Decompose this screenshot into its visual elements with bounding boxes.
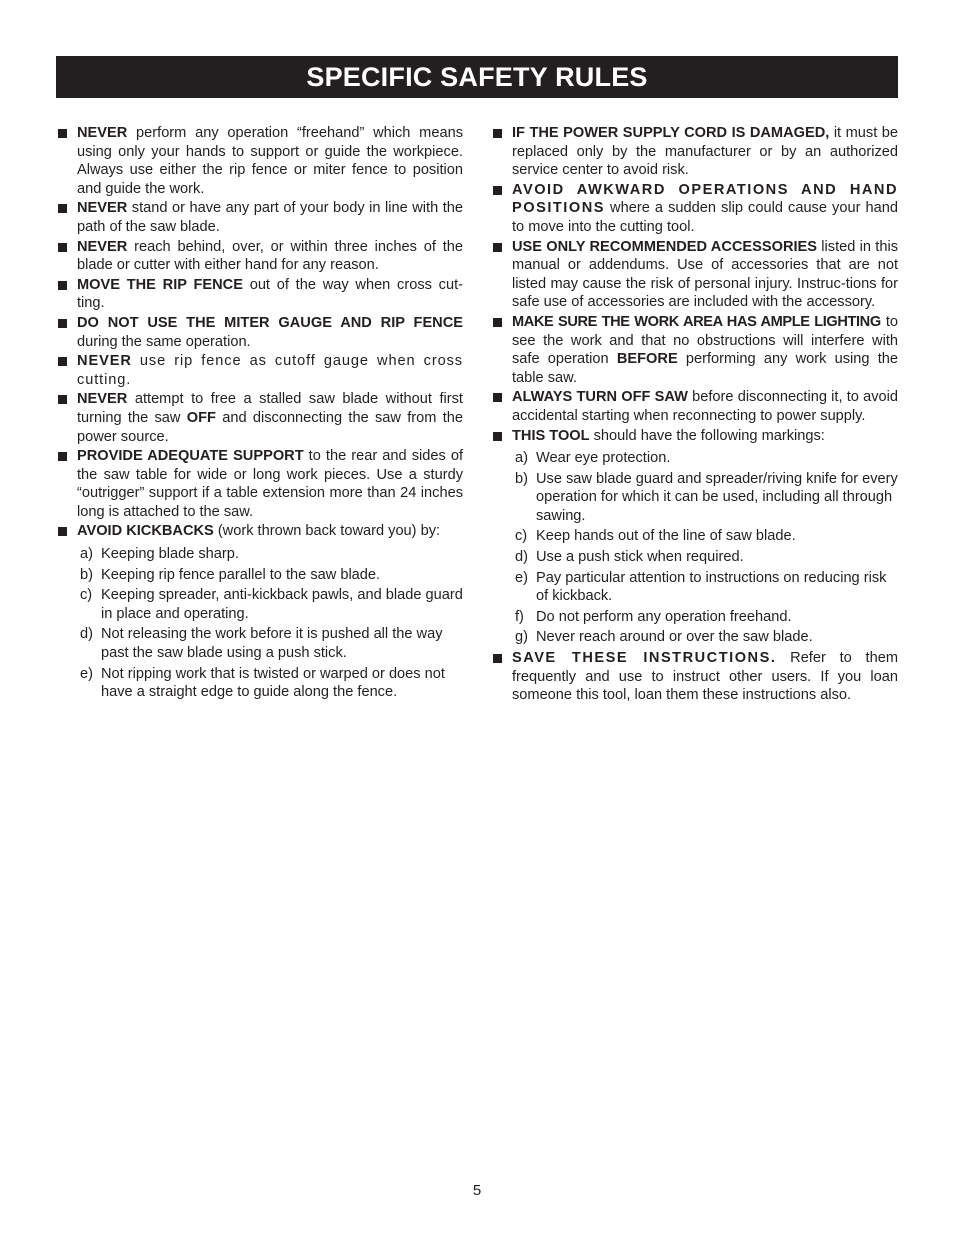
list-item: [77, 545, 463, 564]
list-marker: c): [515, 528, 528, 545]
page-number: 5: [472, 1182, 482, 1199]
rule-power-cord: [491, 124, 898, 180]
page-title: SPECIFIC SAFETY RULES: [306, 61, 648, 92]
list-item: [77, 586, 463, 623]
list-marker: a): [515, 450, 528, 467]
rule-text: should have the following markings:: [589, 427, 825, 444]
left-column: [56, 124, 463, 704]
list-marker: f): [515, 608, 524, 625]
rule-lead: NEVER: [77, 238, 128, 255]
rule-this-tool-markings: [491, 427, 898, 648]
rule-text: reach behind, over, or within three inches of the blade or cutter with either hand for any reason.: [77, 238, 463, 274]
rule-lead: DO NOT USE THE MITER GAUGE AND RIP FENCE: [77, 314, 463, 331]
kickback-list: [77, 545, 463, 702]
rule-miter-gauge: [56, 314, 463, 351]
list-item: [512, 527, 898, 546]
list-item-text: Not ripping work that is twisted or warped or does not have a straight edge to guide along the fence.: [101, 665, 445, 701]
rule-text: performing any work using the table saw.: [512, 351, 898, 386]
rule-lead: NEVER: [77, 353, 132, 370]
rule-text: to see the work and that no obstructions will interfere with safe operation: [512, 313, 898, 368]
rule-lead: MAKE SURE THE WORK AREA HAS AMPLE LIGHTING: [512, 313, 881, 330]
square-bullet-icon: [58, 243, 67, 252]
markings-list: [512, 449, 898, 647]
list-item-text: Do not perform any operation freehand.: [536, 608, 792, 625]
square-bullet-icon: [58, 319, 67, 328]
square-bullet-icon: [493, 186, 502, 195]
list-item-text: Pay particular attention to instructions on reducing risk of kickback.: [536, 569, 887, 605]
rule-text: Refer to them frequently and use to instruct other users. If you loan someone this tool, loan them these instructions also.: [512, 650, 898, 704]
rule-lead: THIS TOOL: [512, 427, 590, 444]
rule-save-instructions: [491, 649, 898, 705]
rule-never-freehand: [56, 124, 463, 198]
rule-text: stand or have any part of your body in line with the path of the saw blade.: [77, 200, 463, 235]
rule-text: and disconnecting the saw from the power source.: [77, 409, 463, 445]
rule-ample-lighting: [491, 313, 898, 387]
list-marker: g): [515, 629, 528, 646]
rule-lead: IF THE POWER SUPPLY CORD IS DAMAGED,: [512, 125, 830, 141]
rule-never-stand: [56, 199, 463, 236]
list-item: [512, 449, 898, 468]
square-bullet-icon: [493, 129, 502, 138]
list-item-text: Never reach around or over the saw blade.: [536, 629, 813, 646]
rule-turn-off-saw: [491, 388, 898, 425]
rule-lead: PROVIDE ADEQUATE SUPPORT: [77, 448, 304, 465]
rule-text: listed in this manual or addendums. Use of accessories that are not listed may cause the risk of personal injury. Instruc-tions for safe use of accessories are included with the accessory.: [512, 238, 898, 311]
square-bullet-icon: [58, 452, 67, 461]
rule-text: to the rear and sides of the saw table for wide or long work pieces. Use a sturdy “outrigger” support if a table extension more than 24 inches long is attached to the saw.: [77, 448, 463, 520]
rule-lead: AVOID KICKBACKS: [77, 523, 214, 540]
rule-emphasis: OFF: [186, 409, 216, 426]
list-item: [512, 628, 898, 647]
rule-text: out of the way when cross cut-ting.: [77, 276, 463, 312]
rule-recommended-accessories: [491, 238, 898, 312]
list-item: [512, 548, 898, 567]
rule-never-cutoff-gauge: [56, 352, 463, 389]
list-marker: d): [515, 549, 528, 566]
rule-text: perform any operation “freehand” which means using only your hands to support or guide the workpiece. Always use either the rip fence or miter fence to position and guide the work.: [77, 125, 463, 197]
list-item: [77, 665, 463, 702]
square-bullet-icon: [58, 395, 67, 404]
rule-awkward-operations: [491, 181, 898, 237]
rule-lead: SAVE THESE INSTRUCTIONS.: [512, 650, 777, 667]
list-item: [512, 569, 898, 606]
rule-avoid-kickbacks: [56, 522, 463, 701]
rule-lead: USE ONLY RECOMMENDED ACCESSORIES: [512, 238, 818, 255]
square-bullet-icon: [58, 129, 67, 138]
square-bullet-icon: [58, 527, 67, 536]
rule-lead: NEVER: [77, 200, 128, 217]
rule-lead: MOVE THE RIP FENCE: [77, 276, 243, 293]
rule-text: it must be replaced only by the manufacturer or by an authorized service center to avoid risk.: [512, 125, 898, 179]
list-marker: a): [80, 546, 93, 563]
list-item-text: Keeping blade sharp.: [101, 546, 239, 563]
list-item-text: Use a push stick when required.: [536, 549, 744, 566]
rule-text: where a sudden slip could cause your hand to move into the cutting tool.: [512, 200, 898, 235]
title-bar: [56, 56, 898, 98]
rule-text: (work thrown back toward you) by:: [213, 523, 441, 540]
rule-text: attempt to free a stalled saw blade without first turning the saw: [77, 391, 463, 426]
rule-lead: ALWAYS TURN OFF SAW: [512, 389, 688, 406]
square-bullet-icon: [493, 432, 502, 441]
list-item-text: Wear eye protection.: [536, 450, 671, 467]
list-marker: d): [80, 626, 93, 643]
rule-never-reach: [56, 238, 463, 275]
list-item-text: Not releasing the work before it is pushed all the way past the saw blade using a push stick.: [101, 626, 443, 662]
square-bullet-icon: [493, 243, 502, 252]
rule-emphasis: BEFORE: [616, 351, 678, 368]
list-marker: c): [80, 587, 93, 604]
list-marker: b): [515, 470, 528, 487]
list-marker: e): [80, 665, 93, 682]
list-item: [77, 566, 463, 585]
rule-text: during the same operation.: [77, 333, 251, 350]
square-bullet-icon: [493, 654, 502, 663]
square-bullet-icon: [493, 393, 502, 402]
right-column: [491, 124, 898, 706]
rule-lead: NEVER: [77, 391, 128, 408]
square-bullet-icon: [493, 318, 502, 327]
rule-lead: NEVER: [77, 125, 128, 141]
square-bullet-icon: [58, 204, 67, 213]
list-item-text: Keep hands out of the line of saw blade.: [536, 528, 796, 545]
rule-never-stalled-blade: [56, 390, 463, 446]
list-item: [512, 608, 898, 627]
square-bullet-icon: [58, 357, 67, 366]
list-marker: e): [515, 569, 528, 586]
list-item: [77, 625, 463, 662]
rule-text: before disconnecting it, to avoid accidental starting when reconnecting to power supply.: [512, 389, 898, 424]
list-item-text: Keeping rip fence parallel to the saw blade.: [101, 566, 381, 583]
rule-adequate-support: [56, 447, 463, 521]
list-item: [512, 470, 898, 526]
square-bullet-icon: [58, 281, 67, 290]
list-marker: b): [80, 566, 93, 583]
rule-move-rip-fence: [56, 276, 463, 313]
list-item-text: Keeping spreader, anti-kickback pawls, and blade guard in place and operating.: [101, 587, 463, 622]
rule-text: use rip fence as cutoff gauge when cross cutting.: [77, 353, 463, 388]
rule-lead: AVOID AWKWARD OPERATIONS AND HAND POSITIONS: [512, 181, 898, 217]
list-item-text: Use saw blade guard and spreader/riving knife for every operation for which it can be used, including all through sawing.: [536, 470, 898, 524]
